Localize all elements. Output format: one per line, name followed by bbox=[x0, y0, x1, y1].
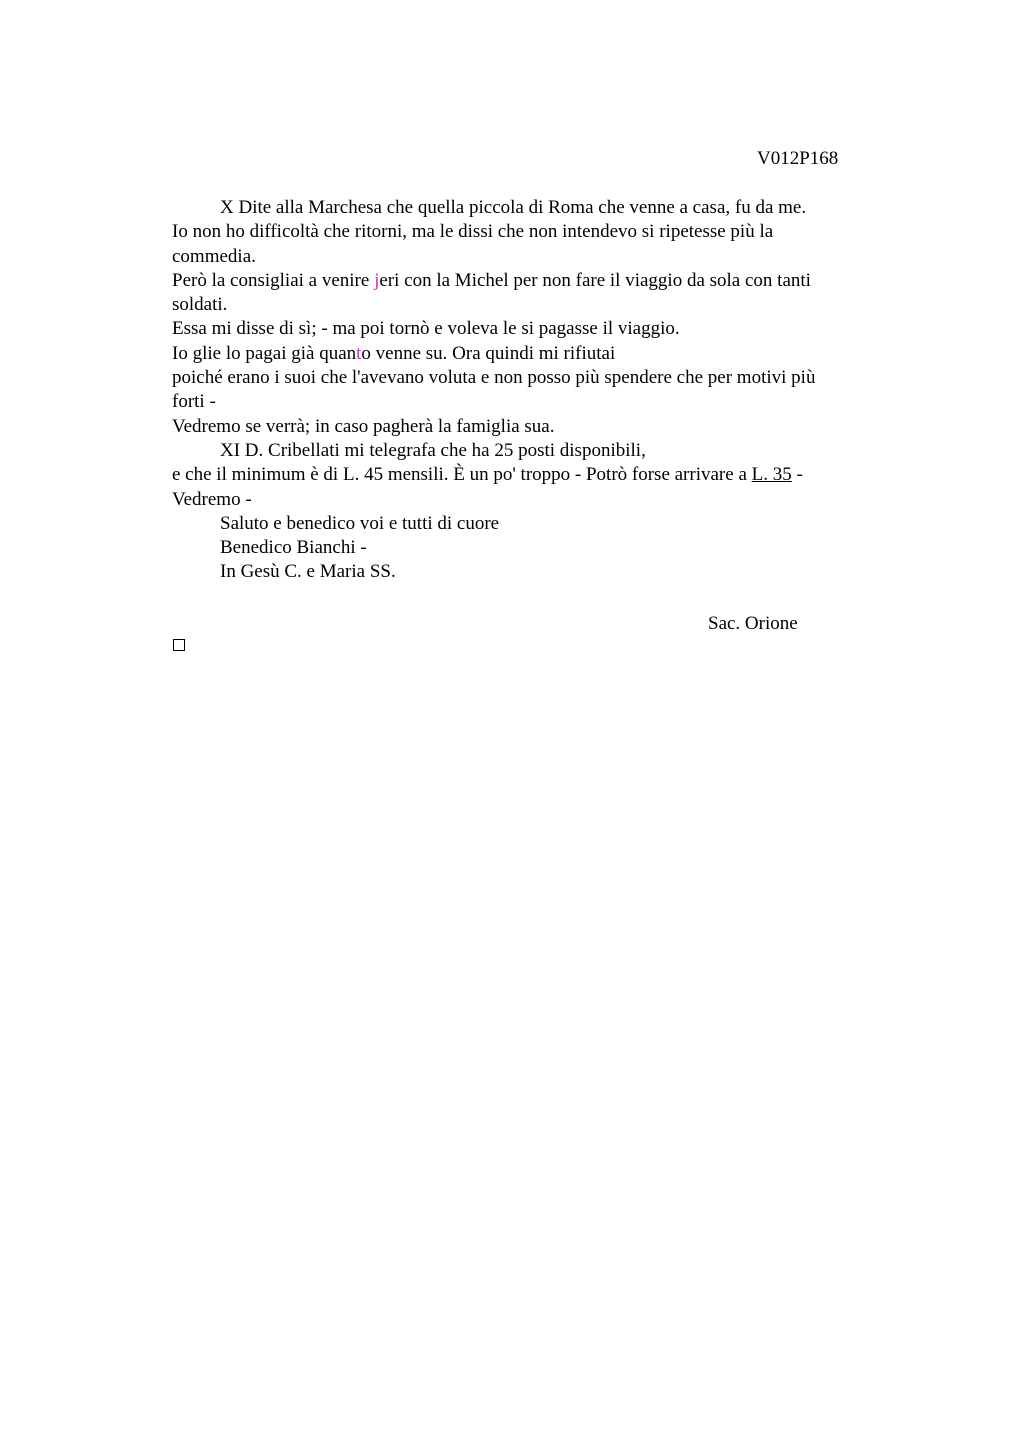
letter-line: X Dite alla Marchesa che quella piccola di Roma che venne a casa, fu da me. bbox=[220, 197, 807, 218]
signature: Sac. Orione bbox=[708, 613, 798, 634]
text-segment: e che il minimum è di L. 45 mensili. È un po' troppo - Potrò forse arrivare a bbox=[172, 464, 752, 486]
letter-line: poiché erano i suoi che l'avevano voluta e non posso più spendere che per motivi più bbox=[172, 367, 816, 389]
letter-body bbox=[172, 196, 872, 585]
letter-line: Saluto e benedico voi e tutti di cuore bbox=[220, 512, 500, 534]
text-segment: eri con la Michel per non fare il viaggio da sola con tanti bbox=[379, 269, 811, 291]
letter-line: commedia. bbox=[172, 245, 256, 267]
letter-line: forti - bbox=[172, 391, 216, 413]
letter-line bbox=[172, 463, 872, 487]
letter-line: XI D. Cribellati mi telegrafa che ha 25 posti disponibili, bbox=[220, 439, 646, 461]
letter-line: In Gesù C. e Maria SS. bbox=[220, 561, 396, 583]
letter-line: Io non ho difficoltà che ritorni, ma le dissi che non intendevo si ripetesse più la bbox=[172, 221, 774, 243]
highlighted-character: t bbox=[356, 342, 362, 364]
highlighted-character: j bbox=[374, 269, 380, 291]
letter-line: soldati. bbox=[172, 294, 228, 316]
text-segment: - bbox=[791, 464, 803, 486]
checkbox-square-icon bbox=[173, 639, 185, 651]
text-segment: o venne su. Ora quindi mi rifiutai bbox=[361, 342, 616, 364]
letter-line: Benedico Bianchi - bbox=[220, 537, 367, 559]
letter-line: Essa mi disse di sì; - ma poi tornò e voleva le si pagasse il viaggio. bbox=[172, 318, 680, 340]
underlined-amount: L. 35 bbox=[751, 464, 792, 486]
letter-line: Vedremo se verrà; in caso pagherà la famiglia sua. bbox=[172, 415, 555, 437]
letter-line bbox=[172, 342, 872, 366]
letter-line bbox=[172, 269, 872, 293]
text-segment: Io glie lo pagai già quan bbox=[172, 342, 357, 364]
letter-line: Vedremo - bbox=[172, 488, 252, 510]
text-segment: Però la consigliai a venire bbox=[172, 269, 375, 291]
document-reference: V012P168 bbox=[757, 148, 839, 169]
